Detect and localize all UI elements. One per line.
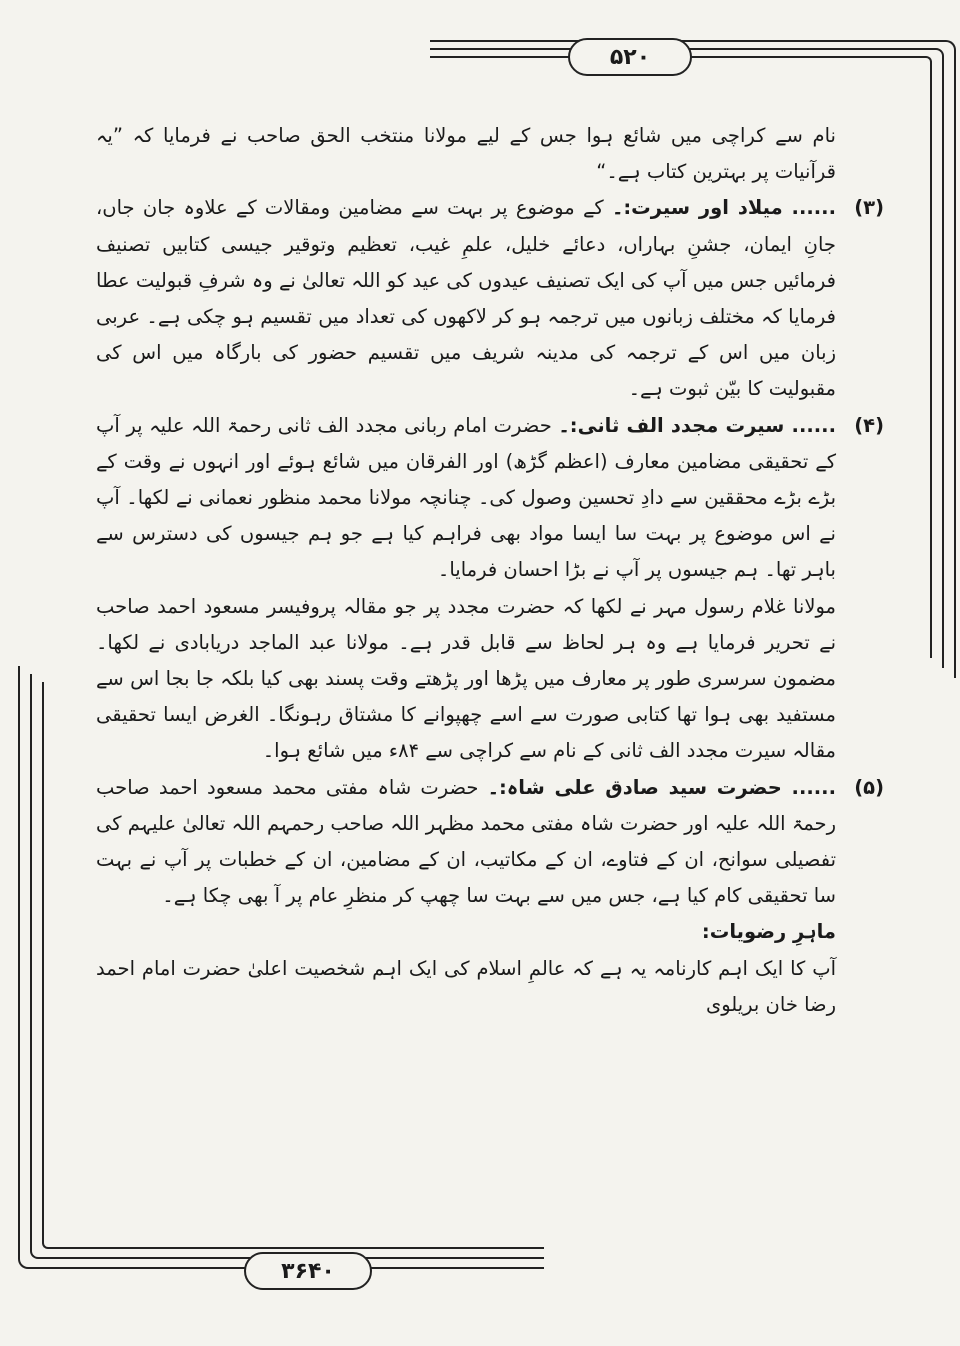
paragraph-mehr: مولانا غلام رسول مہر نے لکھا کہ حضرت مجدد پر جو مقالہ پروفیسر مسعود احمد صاحب نے تحریر فرمایا ہے وہ ہر لحاظ سے قابل قدر ہے۔ مولانا عبد الماجد دریابادی نے لکھا۔ مضمون سرسری طور پر معارف میں پڑھا اور پڑھتے وقت پسند بھی کیا بلکہ جا بجا اس سے مستفید بھی ہوا تھا کتابی صورت سے اسے چھپوانے کا مشتاق رہونگا۔ الغرض ایسا تحقیقی مقالہ سیرت مجدد الف ثانی کے نام سے کراچی سے ۸۴ء میں شائع ہوا۔ — [96, 594, 836, 763]
final-paragraph: آپ کا ایک اہم کارنامہ یہ ہے کہ عالمِ اسلام کی ایک اہم شخصیت اعلیٰ حضرت امام احمد رضا خان بریلوی — [96, 956, 836, 1016]
intro-paragraph: نام سے کراچی میں شائع ہوا جس کے لیے مولانا منتخب الحق صاحب نے فرمایا کہ ”یہ قرآنیات پر بہترین کتاب ہے۔“ — [96, 124, 836, 184]
page-number-bottom: ۳۶۴۰ — [244, 1252, 372, 1290]
list-item-4 — [96, 408, 884, 589]
item-number: (۴) — [854, 413, 884, 437]
item-heading: ...... حضرت سید صادق علی شاہ:۔ — [487, 775, 836, 799]
item-text: کے موضوع پر بہت سے مضامین ومقالات کے علاوہ جان جاں، جانِ ایمان، جشنِ بہاراں، دعائے خلیل، علمِ غیب، تعظیم وتوقیر جیسی کتابیں تصنیف فرمائیں جس میں آپ کی ایک تصنیف عیدوں کی عید کو اللہ تعالیٰ نے وہ شرفِ قبولیت عطا فرمایا کہ مختلف زبانوں میں ترجمہ ہو کر لاکھوں کی تعداد میں تقسیم ہو چکی ہے۔ عربی زبان میں اس کے ترجمہ کی مدینہ شریف میں تقسیم حضور کی بارگاہ میں اس کی مقبولیت کا بیّن ثبوت ہے۔ — [96, 196, 836, 401]
item-heading: ...... سیرت مجدد الف ثانی:۔ — [558, 413, 836, 437]
item-number: (۵) — [854, 775, 884, 799]
item-heading: ...... میلاد اور سیرت:۔ — [611, 196, 836, 220]
item-number: (۳) — [854, 196, 884, 220]
section-title: ماہرِ رضویات: — [701, 920, 836, 944]
page-number-top: ۵۲۰ — [568, 38, 692, 76]
list-item-3 — [96, 190, 884, 407]
item-text: حضرت امام ربانی مجدد الف ثانی رحمۃ اللہ علیہ پر آپ کے تحقیقی مضامین معارف (اعظم گڑھ) اور الفرقان میں شائع ہوئے اور انہوں نے وقت کے بڑے بڑے محققین سے دادِ تحسین وصول کی۔ چنانچہ مولانا محمد منظور نعمانی نے لکھا۔ آپ نے اس موضوع پر بہت سا ایسا مواد بھی فراہم کیا ہے جو ہم جیسوں کی دسترس سے باہر تھا۔ ہم جیسوں پر آپ نے بڑا احسان فرمایا۔ — [96, 413, 836, 582]
page-content — [96, 118, 884, 1023]
list-item-5 — [96, 770, 884, 915]
item-text: حضرت شاہ مفتی محمد مسعود احمد صاحب رحمۃ اللہ علیہ اور حضرت شاہ مفتی محمد مظہر اللہ صاحب رحمہم اللہ تعالیٰ علیہم کی تفصیلی سوانح، ان کے فتاوے، ان کے مکاتیب، ان کے مضامین، ان کے خطبات پر آپ نے بہت سا تحقیقی کام کیا ہے، جس میں سے بہت سا چھپ کر منظرِ عام پر آ بھی چکا ہے۔ — [96, 775, 836, 908]
